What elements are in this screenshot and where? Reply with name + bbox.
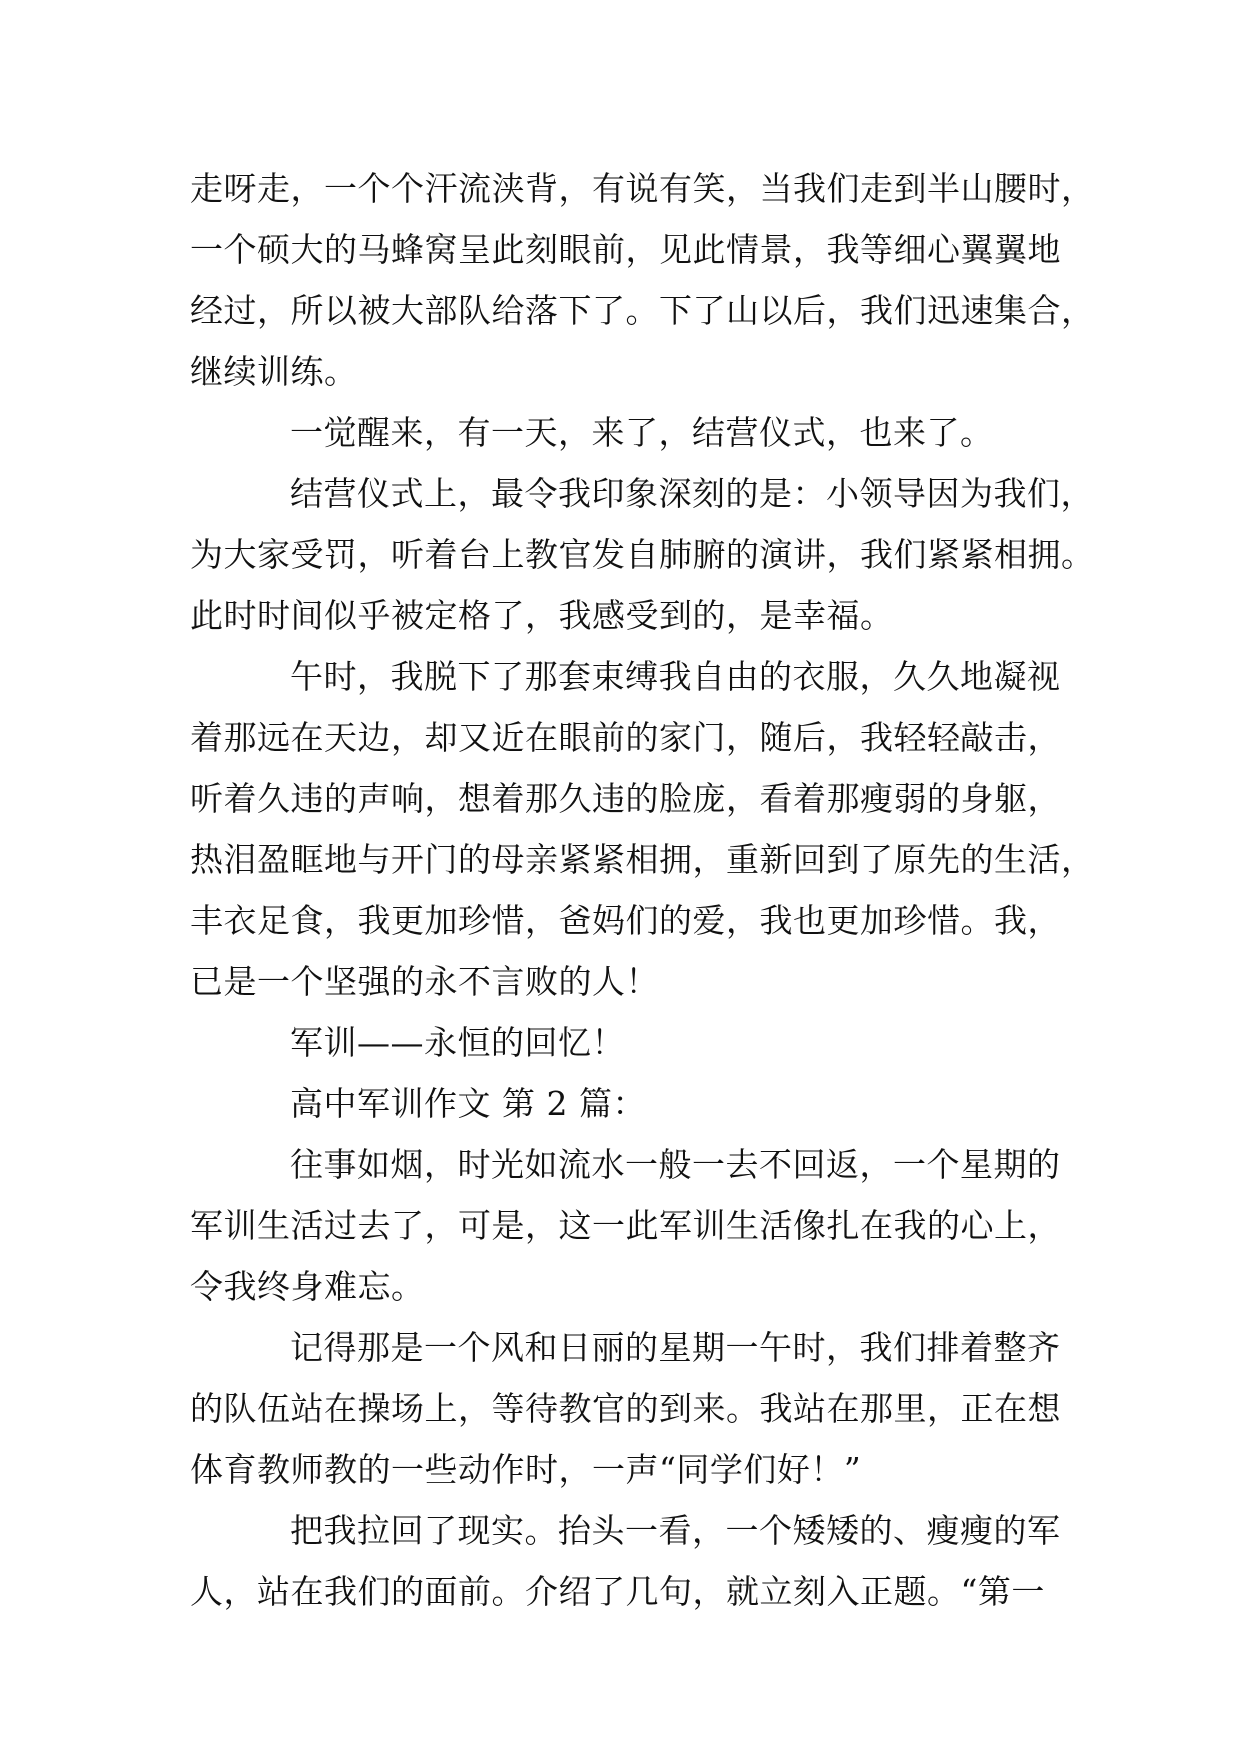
paragraph-start-line: 往事如烟，时光如流水一般一去不回返，一个星期的 (290, 1145, 1061, 1184)
text-line: 热泪盈眶地与开门的母亲紧紧相拥，重新回到了原先的生活， (190, 840, 1095, 879)
text-line: 为大家受罚，听着台上教官发自肺腑的演讲，我们紧紧相拥。 (190, 535, 1095, 574)
text-line: 着那远在天边，却又近在眼前的家门，随后，我轻轻敲击， (190, 718, 1061, 757)
text-line: 一个硕大的马蜂窝呈此刻眼前，见此情景，我等细心翼翼地 (190, 230, 1061, 269)
text-line: 人，站在我们的面前。介绍了几句，就立刻入正题。“第一 (190, 1572, 1045, 1611)
text-line: 令我终身难忘。 (190, 1267, 425, 1306)
paragraph-start-line: 记得那是一个风和日丽的星期一午时，我们排着整齐 (290, 1328, 1061, 1367)
document-body (190, 158, 1095, 1622)
text-line: 的队伍站在操场上，等待教官的到来。我站在那里，正在想 (190, 1389, 1061, 1428)
text-line: 已是一个坚强的永不言败的人！ (190, 962, 659, 1001)
text-line: 军训生活过去了，可是，这一此军训生活像扎在我的心上， (190, 1206, 1061, 1245)
paragraph-start-line: 结营仪式上，最令我印象深刻的是：小领导因为我们， (290, 474, 1094, 513)
paragraph-start-line: 午时，我脱下了那套束缚我自由的衣服，久久地凝视 (290, 657, 1061, 696)
paragraph-start-line: 把我拉回了现实。抬头一看，一个矮矮的、瘦瘦的军 (290, 1511, 1061, 1550)
paragraph-start-line: 一觉醒来，有一天，来了，结营仪式，也来了。 (290, 413, 994, 452)
text-line: 此时时间似乎被定格了，我感受到的，是幸福。 (190, 596, 894, 635)
text-line: 经过，所以被大部队给落下了。下了山以后，我们迅速集合， (190, 291, 1095, 330)
text-line: 继续训练。 (190, 352, 358, 391)
text-line: 体育教师教的一些动作时，一声“同学们好！” (190, 1450, 862, 1489)
text-line: 听着久违的声响，想着那久违的脸庞，看着那瘦弱的身躯， (190, 779, 1061, 818)
paragraph-start-line: 军训——永恒的回忆！ (290, 1023, 625, 1062)
text-line: 走呀走，一个个汗流浃背，有说有笑，当我们走到半山腰时， (190, 169, 1095, 208)
section-heading: 高中军训作文 第 2 篇： (290, 1084, 646, 1123)
text-line: 丰衣足食，我更加珍惜，爸妈们的爱，我也更加珍惜。我， (190, 901, 1061, 940)
